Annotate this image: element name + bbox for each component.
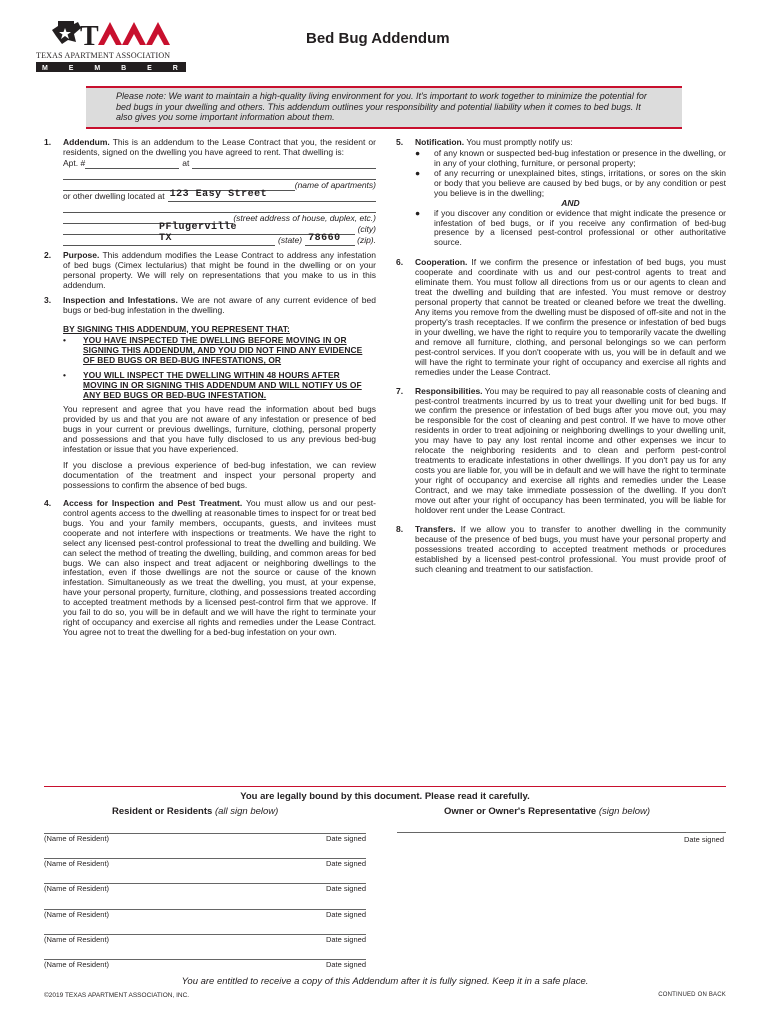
notify-item-1: ● of any known or suspected bed-bug infestation or presence in the dwelling, or in any of your clothing, furniture, or personal property; xyxy=(415,147,726,168)
apartments-line-1[interactable] xyxy=(63,170,376,180)
svg-text:T: T xyxy=(80,21,98,52)
continued-on-back: CONTINUED ON BACK xyxy=(658,992,726,998)
taa-logo xyxy=(34,18,204,76)
section-purpose: 2. Purpose. This addendum modifies the Lease Contract to address any infestation of bed bugs (Cimex lectularius) that might be found in the dwelling or on your personal property. We will rely on representations that you make to us in this addendum. xyxy=(44,249,377,290)
svg-text:M E M B E R: M E M B E R xyxy=(42,65,188,72)
representations: BY SIGNING THIS ADDENDUM, YOU REPRESENT THAT: • YOU HAVE INSPECTED THE DWELLING BEFORE MOVING IN OR SIGNING THIS ADDENDUM, AND YOU DID NOT FIND ANY EVIDENCE OF BED BUGS OR BED-BUG INFESTATIONS, OR • YOU WILL INSPECT THE DWELLING WITHIN 48 HOURS AFTER MOVING IN OR SIGNING THIS ADDENDUM AND WILL NOTIFY US OF ANY BED BUGS OR BED-BUG INFESTATION. xyxy=(63,325,376,401)
street-address-field[interactable]: 123 Easy Street xyxy=(168,192,376,202)
owner-heading: Owner or Owner's Representative (sign below) xyxy=(444,806,651,817)
section-addendum: 1. Addendum. This is an addendum to the Lease Contract that you, the resident or residents, signed on the dwelling you have agreed to rent. That dwelling is: Apt. # at (name of apartments) or other dwelling located at 123 Easy Street (street address of house, duplex, etc.) PFlugerville (city) TX (state) 78660 (zip). xyxy=(44,137,376,245)
right-column xyxy=(396,138,726,579)
notice-box: Please note: We want to maintain a high-quality living environment for you. It's important to work together to minimize the potential for bed bugs in your dwelling and others. This addendum outlines your responsibility and potential liability when it comes to bed bugs. It also gives you some important information about them. xyxy=(86,86,682,129)
state-field[interactable]: TX xyxy=(63,236,275,246)
section-notification: 5. Notification. You must promptly notify us: ● of any known or suspected bed-bug infestation or presence in the dwelling, or in any of your clothing, furniture, or personal property; ● of any recurring or unexplained bites, stings, irritations, or sores on the skin or body that you believe are caused by bed bugs, or by any condition or pest you believe is in the dwelling; AND ● if you discover any condition or evidence that might indicate the presence or infestation of bed bugs, or if you receive any confirmation of bed-bug presence by a licensed pest-control professional or other authoritative source. xyxy=(396,137,726,248)
resident-signature-1[interactable]: (Name of Resident) Date signed xyxy=(44,834,366,843)
section-cooperation: 6. Cooperation. If we confirm the presence or infestation of bed bugs, you must cooperate and coordinate with us and our pest-control agents to treat and eliminate them. You must follow all directions from us or our agents to clean and treat the dwelling and building that are infested. You must remove or destroy personal property that cannot be treated or cleaned before we treat the dwelling. Any items you remove from the dwelling must be disposed of off-site and not in the property's trash receptacles. If we confirm the presence or infestation of bed bugs in your dwelling, we have the right to require you to temporarily vacate the dwelling and remove all furniture, clothing, and personal belongings so we can perform pest-control services. If you don't cooperate with us, you will be in default and we will have the right to terminate your right of occupancy and exercise all rights and remedies under the Lease Contract. xyxy=(396,257,726,377)
resident-signature-6[interactable]: (Name of Resident) Date signed xyxy=(44,960,366,969)
resident-signature-3[interactable]: (Name of Resident) Date signed xyxy=(44,884,366,893)
apt-row: Apt. # at xyxy=(63,158,376,169)
resident-heading: Resident or Residents (all sign below) xyxy=(112,806,279,817)
footer-divider xyxy=(44,786,726,787)
page-title: Bed Bug Addendum xyxy=(306,30,450,47)
zip-field[interactable]: 78660 xyxy=(305,236,355,246)
apt-number-field[interactable] xyxy=(85,159,179,169)
section-inspection: 3. Inspection and Infestations. We are not aware of any current evidence of bed bugs or bed-bug infestation in the dwelling. xyxy=(44,294,376,315)
representation-1: • YOU HAVE INSPECTED THE DWELLING BEFORE MOVING IN OR SIGNING THIS ADDENDUM, AND YOU DID NOT FIND ANY EVIDENCE OF BED BUGS OR BED-BUG INFESTATIONS, OR xyxy=(63,335,363,366)
represent-paragraph: You represent and agree that you have read the information about bed bugs provided by us and that you are not aware of any infestation or presence of bed bugs in your current or previous dwellings, furniture, clothing, personal property and possessions and that you have fully disclosed to us any previous bed-bug infestation or issue that you have experienced. xyxy=(63,404,376,455)
notify-item-2: ● of any recurring or unexplained bites, stings, irritations, or sores on the skin or body that you believe are caused by bed bugs, or by any condition or pest you believe is in the dwelling; xyxy=(415,167,726,198)
section-responsibilities: 7. Responsibilities. You may be required to pay all reasonable costs of cleaning and pest-control treatments incurred by us to treat your dwelling unit for bed bugs. If we confirm the presence or infestation of bed bugs after you move out, you may be responsible for the cost of cleaning and pest control. If we have to move other residents in order to treat adjoining or neighboring dwellings to your dwelling unit, you may have to pay any lost rental income and other expenses we incur to relocate the neighboring residents and to clean and perform pest-control treatments to eradicate infestations in other dwellings. If you don't pay us for any costs you are liable for, you will be in default and we will have the right to terminate your right of occupancy and exercise all rights and remedies under the Lease Contract, and we may take immediate possession of the dwelling. If you don't move out after your right of occupancy has been terminated, you will be liable for holdover rent under the Lease Contract. xyxy=(396,385,726,515)
copy-entitlement: You are entitled to receive a copy of this Addendum after it is fully signed. Keep it in a safe place. xyxy=(181,976,589,987)
disclosure-paragraph: If you disclose a previous experience of bed-bug infestation, we can review documentation of the treatment and inspect your personal property and possessions to confirm the absence of bed bugs. xyxy=(63,460,376,490)
apt-address-field[interactable] xyxy=(192,159,376,169)
street-line-2[interactable] xyxy=(63,203,376,213)
copyright: ©2019 TEXAS APARTMENT ASSOCIATION, INC. xyxy=(44,992,190,999)
representation-2: • YOU WILL INSPECT THE DWELLING WITHIN 48 HOURS AFTER MOVING IN OR SIGNING THIS ADDENDUM AND WILL NOTIFY US OF ANY BED BUGS OR BED-BUG INFESTATION. xyxy=(63,369,362,400)
owner-signature[interactable]: Date signed xyxy=(397,832,726,833)
legal-notice: You are legally bound by this document. Please read it carefully. xyxy=(240,791,530,802)
section-access: 4. Access for Inspection and Pest Treatment. You must allow us and our pest-control agents access to the dwelling at reasonable times to inspect for or treat bed bugs. You and your family members, occupants, guests, and invitees must cooperate and not interfere with inspections or treatments. We have the right to select any licensed pest-control professional to treat the dwelling and building. We can select the method of treating the dwelling, building, and common areas for bed bugs. We can also inspect and treat adjacent or neighboring dwellings to the infestation, even if those dwellings are not the source or cause of the known infestation. Simultaneously as we treat the dwelling, you must, at your expense, have your personal property, furniture, clothing, and possessions treated according to accepted treatment methods by a licensed pest-control firm that we approve. If you fail to do so, you will be in default and we will have the right to terminate your right of occupancy and exercise all rights and remedies under the Lease Contract. You agree not to treat the dwelling for a bed-bug infestation on your own. xyxy=(44,497,376,638)
svg-text:TEXAS APARTMENT ASSOCIATION: TEXAS APARTMENT ASSOCIATION xyxy=(36,51,171,60)
resident-signature-5[interactable]: (Name of Resident) Date signed xyxy=(44,935,366,944)
city-field[interactable]: PFlugerville xyxy=(63,225,355,235)
notify-item-3: ● if you discover any condition or evidence that might indicate the presence or infestation of bed bugs, or if you receive any confirmation of bed-bug presence by a licensed pest-control professional or other authoritative source. xyxy=(415,207,726,248)
section-transfers: 8. Transfers. If we allow you to transfer to another dwelling in the community because of the presence of bed bugs, you must have your personal property and possessions treated according to accepted treatment methods or procedures established by a licensed pest-control professional. You must provide proof of such cleaning and treatment to our satisfaction. xyxy=(396,523,726,574)
resident-signature-2[interactable]: (Name of Resident) Date signed xyxy=(44,859,366,868)
left-column xyxy=(44,138,376,643)
resident-signature-4[interactable]: (Name of Resident) Date signed xyxy=(44,910,366,919)
